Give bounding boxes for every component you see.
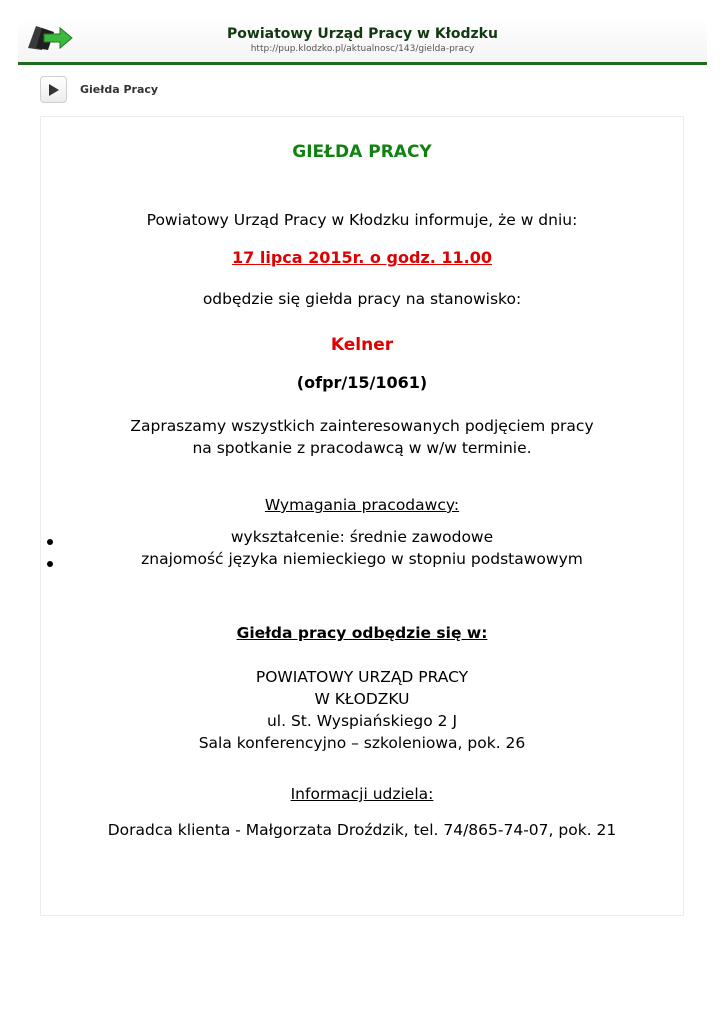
site-title: Powiatowy Urząd Pracy w Kłodzku [227,26,498,42]
location-line: POWIATOWY URZĄD PRACY [255,668,469,686]
breadcrumb-button[interactable] [40,76,67,103]
position-intro: odbędzie się giełda pracy na stanowisko: [202,290,522,308]
requirements-heading: Wymagania pracodawcy: [264,496,460,514]
position-name: Kelner [330,335,394,355]
location-line: Sala konferencyjno – szkoleniowa, pok. 26 [198,734,526,752]
info-heading: Informacji udziela: [290,785,434,803]
intro-text: Powiatowy Urząd Pracy w Kłodzku informuje, że w dniu: [146,211,578,229]
breadcrumb-label[interactable]: Giełda Pracy [80,83,159,96]
play-arrow-icon [48,83,60,97]
site-url: http://pup.klodzko.pl/aktualnosc/143/gielda-pracy [250,44,475,54]
article-heading: GIEŁDA PRACY [292,142,432,162]
invite-line-1: Zapraszamy wszystkich zainteresowanych podjęciem pracy [130,417,594,435]
requirement-item: znajomość języka niemieckiego w stopniu podstawowym [141,550,583,568]
location-line: W KŁODZKU [314,690,410,708]
page-header [18,18,707,65]
event-date: 17 lipca 2015r. o godz. 11.00 [232,248,492,267]
invite-line-2: na spotkanie z pracodawcą w w/w terminie. [192,439,532,457]
contact-line: Doradca klienta - Małgorzata Droździk, tel. 74/865-74-07, pok. 21 [107,821,617,839]
requirement-item: wykształcenie: średnie zawodowe [230,528,494,546]
location-line: ul. St. Wyspiańskiego 2 J [266,712,458,730]
location-heading: Giełda pracy odbędzie się w: [236,624,488,642]
offer-code: (ofpr/15/1061) [296,373,428,392]
